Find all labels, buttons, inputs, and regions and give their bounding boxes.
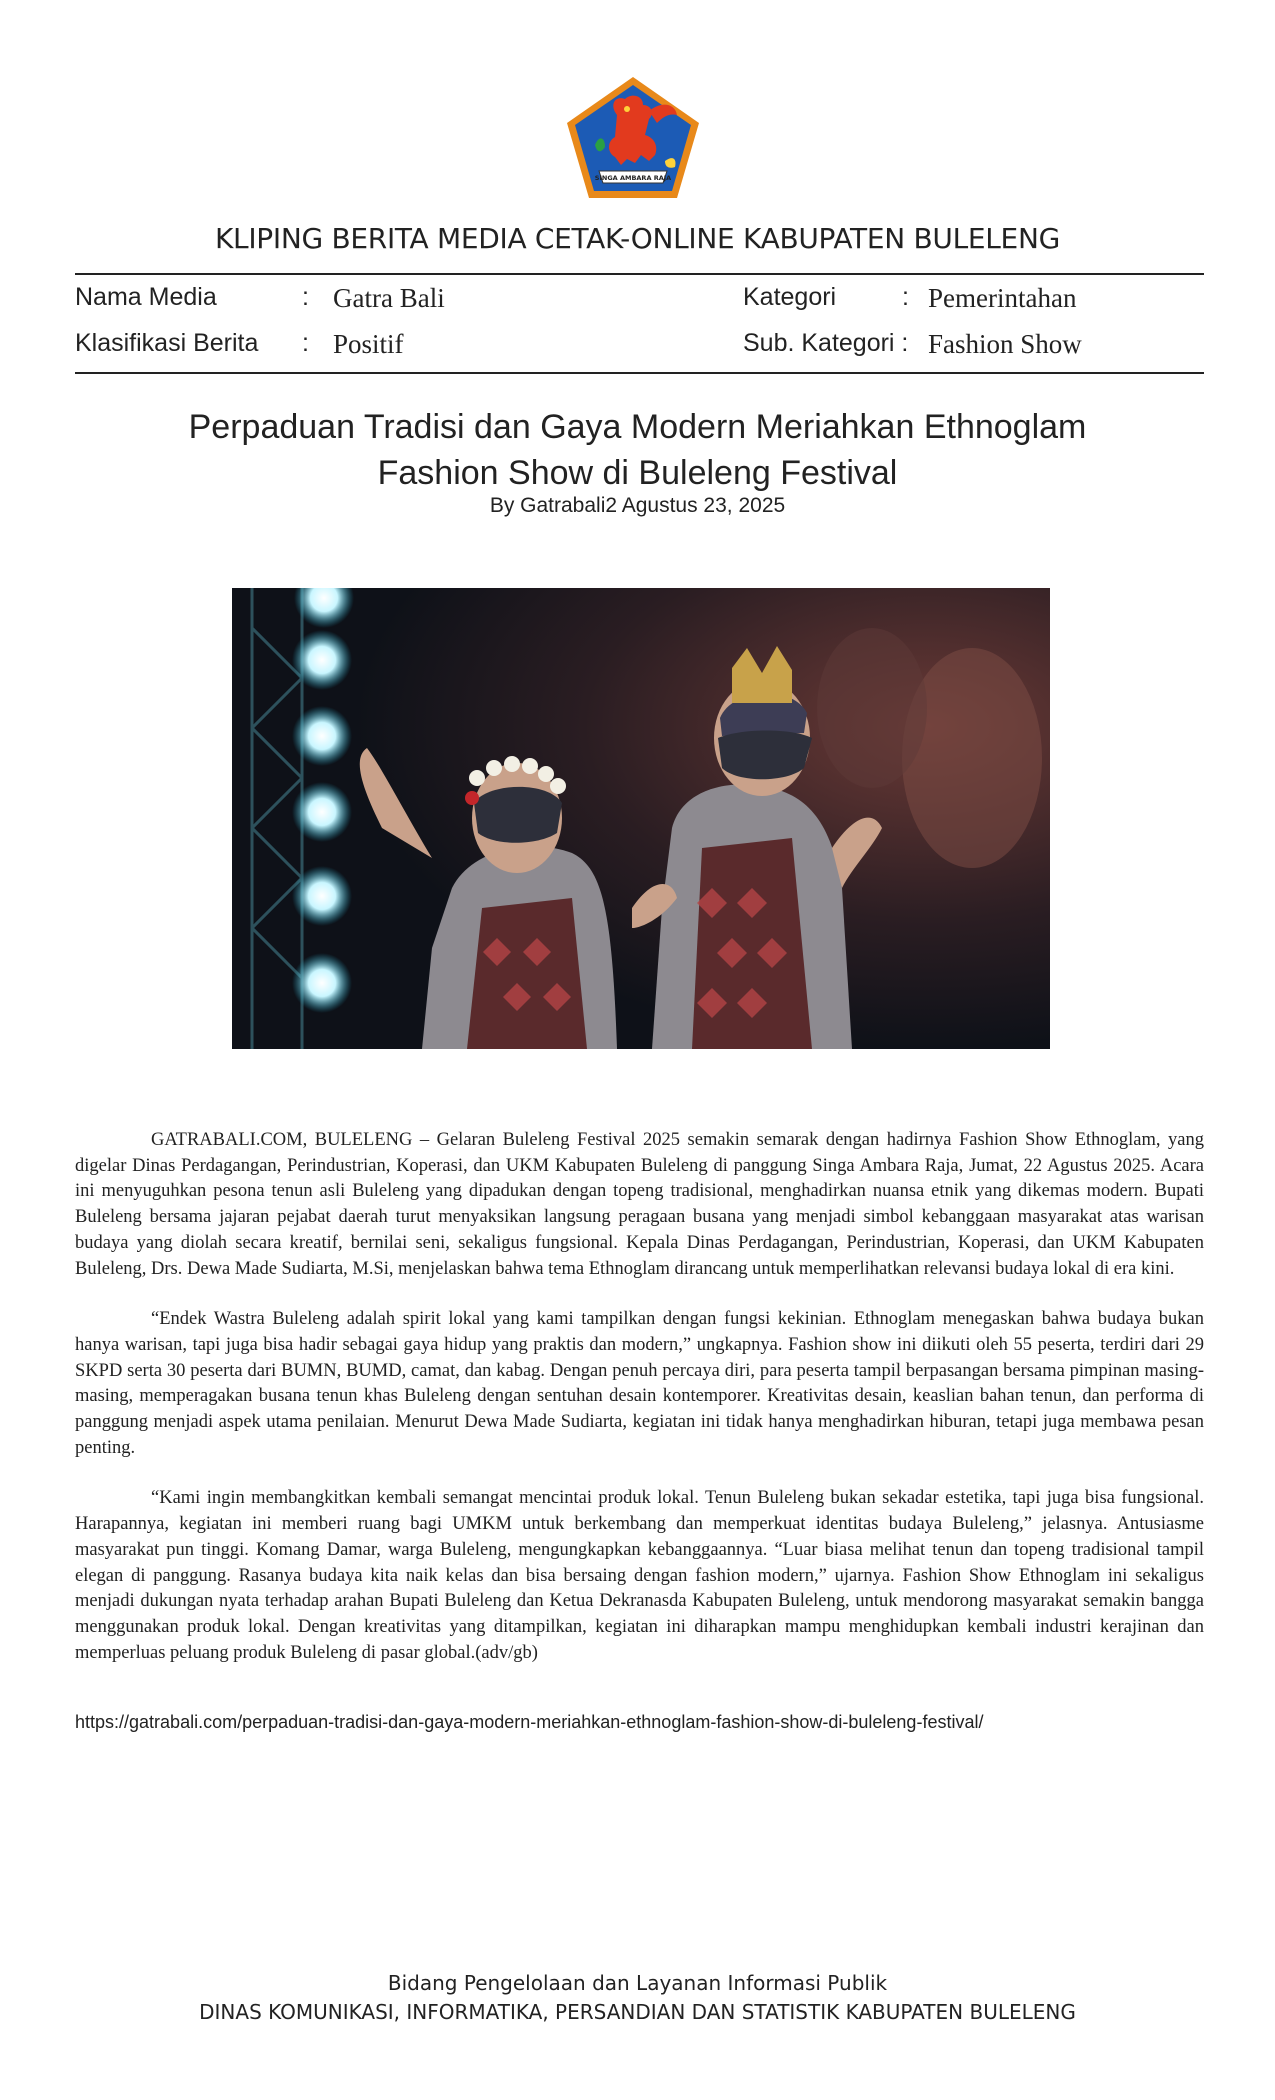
logo-banner-text: SINGA AMBARA RAJA bbox=[594, 174, 672, 182]
article-byline: By Gatrabali2 Agustus 23, 2025 bbox=[489, 494, 786, 517]
article-paragraph-2: “Endek Wastra Buleleng adalah spirit lokal yang kami tampilkan dengan fungsi kekinian. Ethnoglam menegaskan bahwa budaya bukan hanya warisan, tapi juga bisa hadir sebagai gaya hidup yang praktis dan modern,” ungkapnya. Fashion show ini diikuti oleh 55 peserta, terdiri dari 29 SKPD serta 30 peserta dari BUMN, BUMD, camat, dan kabag. Dengan penuh percaya diri, para peserta tampil berpasangan bersama pimpinan masing-masing, memperagakan busana tenun khas Buleleng dengan sentuhan desain kontemporer. Kreativitas desain, keaslian bahan tenun, dan performa di panggung menjadi aspek utama penilaian. Menurut Dewa Made Sudiarta, kegiatan ini tidak hanya menghadirkan hiburan, tetapi juga membawa pesan penting. bbox=[75, 1309, 1204, 1458]
source-url: https://gatrabali.com/perpaduan-tradisi-dan-gaya-modern-meriahkan-ethnoglam-fashion-show-di-buleleng-festival/ bbox=[75, 1712, 984, 1732]
kategori-label: Kategori bbox=[743, 283, 837, 311]
klasifikasi-value: Positif bbox=[333, 329, 404, 359]
subkategori-value: Fashion Show bbox=[928, 329, 1082, 359]
lion-emblem-icon bbox=[565, 75, 701, 200]
article-paragraph-3: “Kami ingin membangkitkan kembali semangat mencintai produk lokal. Tenun Buleleng bukan sekadar estetika, tapi juga bisa fungsional. Harapannya, kegiatan ini memberi ruang bagi UMKM untuk berkembang dan memperkuat identitas budaya Buleleng,” jelasnya. Antusiasme masyarakat pun tinggi. Komang Damar, warga Buleleng, mengungkapkan kebanggaannya. “Luar biasa melihat tenun dan topeng tradisional tampil elegan di panggung. Rasanya budaya kita naik kelas dan bisa bersaing dengan fashion modern,” ujarnya. Fashion Show Ethnoglam ini sekaligus menjadi dukungan nyata terhadap arahan Bupati Buleleng dan Ketua Dekranasda Kabupaten Buleleng, untuk mendorong masyarakat semakin bangga menggunakan produk lokal. Dengan kreativitas yang ditampilkan, kegiatan ini diharapkan mampu menghidupkan kembali industri kerajinan dan memperluas peluang produk Buleleng di pasar global.(adv/gb) bbox=[75, 1488, 1204, 1663]
klasifikasi-colon: : bbox=[302, 329, 309, 357]
kategori-value: Pemerintahan bbox=[928, 283, 1077, 313]
document-header: KLIPING BERITA MEDIA CETAK-ONLINE KABUPATEN BULELENG bbox=[214, 222, 1060, 255]
article-paragraph-1: GATRABALI.COM, BULELENG – Gelaran Buleleng Festival 2025 semakin semarak dengan hadirnya Fashion Show Ethnoglam, yang digelar Dinas Perdagangan, Perindustrian, Koperasi, dan UKM Kabupaten Buleleng di panggung Singa Ambara Raja, Jumat, 22 Agustus 2025. Acara ini menyuguhkan pesona tenun asli Buleleng yang dipadukan dengan topeng tradisional, menghadirkan nuansa etnik yang dikemas modern. Bupati Buleleng bersama jajaran pejabat daerah turut menyaksikan langsung peragaan busana yang menjadi simbol kebanggaan masyarakat atas warisan budaya yang diolah secara kreatif, bernilai seni, sekaligus fungsional. Kepala Dinas Perdagangan, Perindustrian, Koperasi, dan UKM Kabupaten Buleleng, Drs. Dewa Made Sudiarta, M.Si, menjelaskan bahwa tema Ethnoglam dirancang untuk memperlihatkan relevansi budaya lokal di era kini. bbox=[75, 1130, 1204, 1279]
klasifikasi-label: Klasifikasi Berita bbox=[75, 329, 259, 357]
article-title-line-2: Fashion Show di Buleleng Festival bbox=[377, 454, 898, 492]
footer-department: Bidang Pengelolaan dan Layanan Informasi Publik bbox=[387, 1971, 888, 1995]
article-title bbox=[0, 404, 1275, 496]
subkategori-label: Sub. Kategori : bbox=[743, 329, 909, 357]
media-value: Gatra Bali bbox=[333, 283, 445, 313]
article-photo bbox=[232, 588, 1050, 1049]
article-body bbox=[75, 1128, 1204, 1691]
media-colon: : bbox=[302, 283, 309, 311]
media-label: Nama Media bbox=[75, 283, 217, 311]
header-bottom-rule bbox=[75, 372, 1204, 374]
regency-logo bbox=[565, 75, 701, 200]
header-top-rule bbox=[75, 273, 1204, 275]
kategori-colon: : bbox=[902, 283, 909, 311]
article-title-line-1: Perpaduan Tradisi dan Gaya Modern Meriahkan Ethnoglam bbox=[188, 408, 1087, 446]
footer-agency: DINAS KOMUNIKASI, INFORMATIKA, PERSANDIAN DAN STATISTIK KABUPATEN BULELENG bbox=[199, 2000, 1076, 2024]
